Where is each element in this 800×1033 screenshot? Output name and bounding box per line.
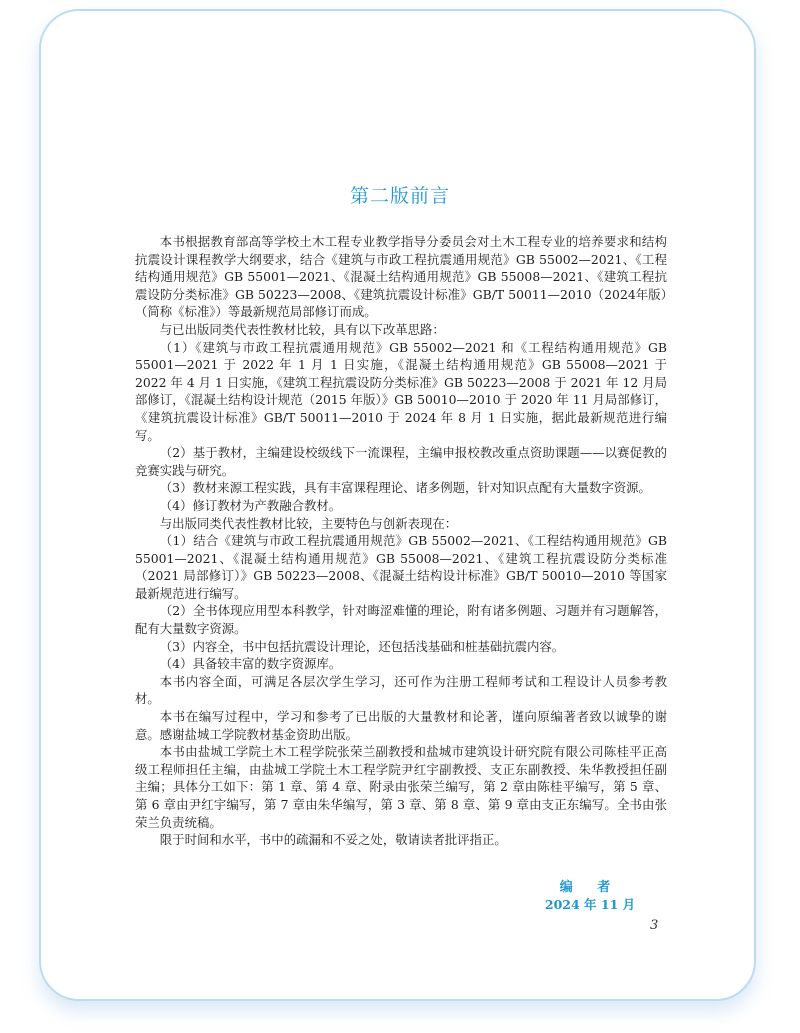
paragraph: 本书根据教育部高等学校土木工程专业教学指导分委员会对土木工程专业的培养要求和结构抗震设计课程教学大纲要求，结合《建筑与市政工程抗震通用规范》GB 55002—2021、《工程结构通用规范》GB 55001—2021、《混凝土结构通用规范》GB 55008—2021、《建筑工程抗震设防分类标准》GB 50223—2008、《建筑抗震设计标准》GB/T 50011—2010（2024年版）（简称《标准》）等最新规范局部修订而成。 (135, 234, 667, 320)
paragraph: （4）具备较丰富的数字资源库。 (159, 656, 342, 672)
paragraph: 本书由盐城工学院土木工程学院张荣兰副教授和盐城市建筑设计研究院有限公司陈桂平正高级工程师担任主编，由盐城工学院土木工程学院尹红宇副教授、支正东副教授、朱华教授担任副主编；具体分工如下：第 1 章、第 4 章、附录由张荣兰编写，第 2 章由陈桂平编写，第 5 章、第 6 章由尹红宇编写，第 7 章由朱华编写，第 3 章、第 8 章、第 9 章由支正东编写。全书由张荣兰负责统稿。 (135, 744, 667, 830)
paragraph: 本书内容全面，可满足各层次学生学习，还可作为注册工程师考试和工程设计人员参考教材。 (135, 673, 667, 707)
paragraph: （1）《建筑与市政工程抗震通用规范》GB 55002—2021 和《工程结构通用规范》GB 55001—2021 于 2022 年 1 月 1 日实施，《混凝土结构通用规范》GB 55008—2021 于 2022 年 4 月 1 日实施，《建筑工程抗震设防分类标准》GB 50223—2008 于 2021 年 12 月局部修订，《混凝土结构设计规范（2015 年版）》GB 50010—2010 于 2020 年 11 月局部修订，《建筑抗震设计标准》GB/T 50011—2010 于 2024 年 8 月 1 日实施，据此最新规范进行编写。 (135, 339, 667, 443)
paragraph: 与已出版同类代表性教材比较，具有以下改革思路： (159, 321, 445, 337)
page-number: 3 (650, 918, 659, 933)
preface-body (135, 233, 667, 849)
paragraph: （2）全书体现应用型本科教学，针对晦涩难懂的理论，附有诸多例题、习题并有习题解答，配有大量数字资源。 (135, 603, 667, 637)
signature-editor: 编 者 (559, 880, 621, 895)
paragraph: （1）结合《建筑与市政工程抗震通用规范》GB 55002—2021、《工程结构通用规范》GB 55001—2021、《混凝土结构通用规范》GB 55008—2021、《建筑工程抗震设防分类标准（2021 局部修订）》GB 50223—2008、《混凝土结构设计标准》GB/T 50010—2010 等国家最新规范进行编写。 (135, 533, 667, 601)
paragraph: 限于时间和水平，书中的疏漏和不妥之处，敬请读者批评指正。 (159, 832, 507, 848)
paragraph: 与出版同类代表性教材比较，主要特色与创新表现在： (159, 515, 458, 531)
paragraph: （2）基于教材，主编建设校级线下一流课程，主编申报校教改重点资助课题——以赛促教的竞赛实践与研究。 (135, 445, 667, 478)
page-title: 第二版前言 (349, 185, 450, 207)
paragraph: 本书在编写过程中，学习和参考了已出版的大量教材和论著，谨向原编著者致以诚挚的谢意。感谢盐城工学院教材基金资助出版。 (135, 709, 667, 742)
signature-date: 2024 年 11 月 (544, 897, 636, 912)
paragraph: （3）教材来源工程实践，具有丰富课程理论、诸多例题，针对知识点配有大量数字资源。 (159, 480, 651, 496)
paragraph: （4）修订教材为产教融合教材。 (159, 497, 342, 513)
paragraph: （3）内容全，书中包括抗震设计理论，还包括浅基础和桩基础抗震内容。 (159, 638, 565, 654)
